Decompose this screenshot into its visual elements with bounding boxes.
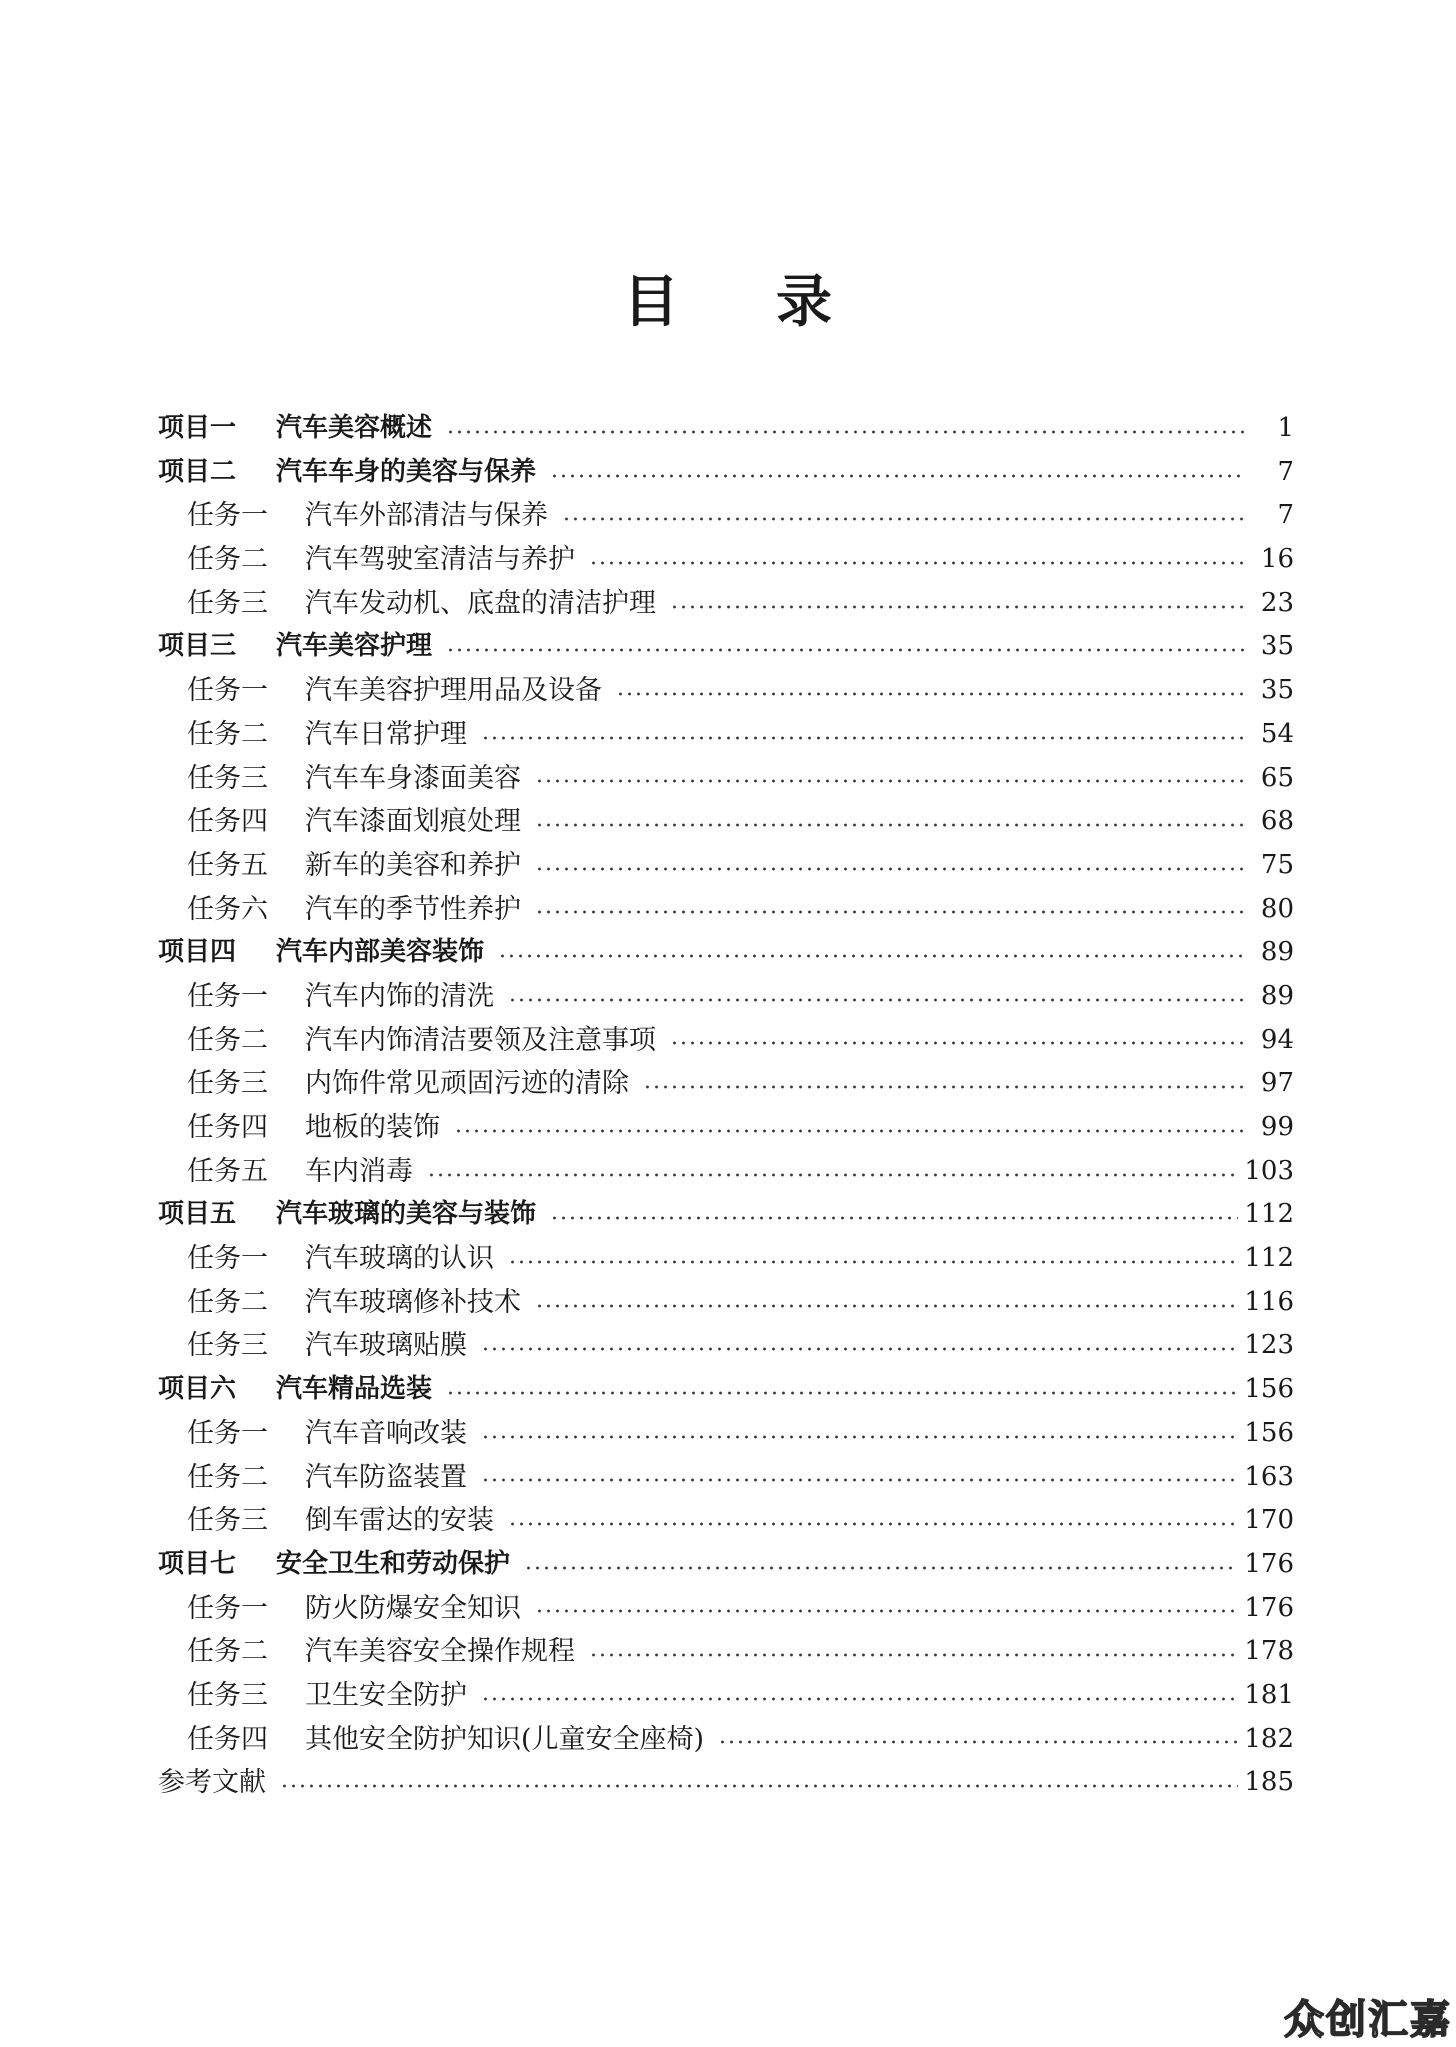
toc-entry-title: 汽车车身漆面美容 bbox=[305, 762, 521, 794]
toc-entry-page-number: 116 bbox=[1244, 1286, 1294, 1317]
toc-entry-page-number: 97 bbox=[1260, 1068, 1294, 1099]
dot-leader bbox=[589, 1653, 1238, 1657]
toc-entry-number: 项目二 bbox=[158, 456, 237, 487]
toc-entry-page-number: 178 bbox=[1244, 1636, 1294, 1667]
toc-task-entry[interactable] bbox=[158, 1237, 1294, 1281]
toc-entry-number: 项目五 bbox=[158, 1199, 237, 1230]
toc-entry-page-number: 170 bbox=[1244, 1505, 1294, 1536]
toc-task-entry[interactable] bbox=[158, 1062, 1294, 1106]
toc-entry-page-number: 1 bbox=[1277, 413, 1294, 443]
dot-leader bbox=[718, 1740, 1238, 1744]
toc-project-entry[interactable] bbox=[158, 625, 1294, 669]
toc-entry-page-number: 89 bbox=[1260, 980, 1294, 1011]
toc-entry-number: 任务四 bbox=[187, 1723, 268, 1755]
toc-task-entry[interactable] bbox=[158, 494, 1294, 538]
toc-task-entry[interactable] bbox=[158, 1019, 1294, 1063]
dot-leader bbox=[508, 998, 1244, 1002]
dot-leader bbox=[670, 1041, 1244, 1045]
toc-entry-number: 任务一 bbox=[187, 980, 268, 1012]
toc-task-entry[interactable] bbox=[158, 1150, 1294, 1194]
toc-entry-number: 任务三 bbox=[187, 1330, 268, 1362]
dot-leader bbox=[562, 517, 1244, 521]
toc-entry-page-number: 112 bbox=[1244, 1199, 1294, 1230]
toc-entry-number: 任务三 bbox=[187, 1505, 268, 1537]
toc-task-entry[interactable] bbox=[158, 1674, 1294, 1718]
toc-entry-title: 汽车美容概述 bbox=[276, 413, 433, 443]
toc-entry-number: 任务五 bbox=[187, 849, 268, 881]
toc-entry-number: 任务二 bbox=[187, 1286, 268, 1318]
toc-entry-title: 汽车日常护理 bbox=[305, 718, 467, 750]
toc-entry-page-number: 16 bbox=[1260, 544, 1294, 575]
toc-entry-title: 安全卫生和劳动保护 bbox=[276, 1548, 511, 1579]
toc-entry-page-number: 185 bbox=[1244, 1767, 1294, 1798]
dot-leader bbox=[481, 1478, 1238, 1482]
toc-entry-title: 倒车雷达的安装 bbox=[305, 1505, 494, 1537]
toc-entry-page-number: 89 bbox=[1260, 937, 1294, 968]
toc-entry-number: 任务二 bbox=[187, 718, 268, 750]
toc-entry-page-number: 80 bbox=[1260, 893, 1294, 924]
toc-entry-number: 任务三 bbox=[187, 1068, 268, 1100]
toc-task-entry[interactable] bbox=[158, 582, 1294, 626]
dot-leader bbox=[280, 1784, 1238, 1788]
toc-project-entry[interactable] bbox=[158, 407, 1294, 451]
toc-entry-title: 汽车车身的美容与保养 bbox=[276, 456, 537, 487]
dot-leader bbox=[481, 1347, 1238, 1351]
toc-entry-page-number: 123 bbox=[1244, 1330, 1294, 1361]
toc-entry-page-number: 35 bbox=[1260, 631, 1294, 662]
toc-entry-number: 项目一 bbox=[158, 413, 237, 443]
toc-entry-page-number: 7 bbox=[1277, 456, 1294, 487]
toc-entry-number: 任务二 bbox=[187, 1636, 268, 1668]
toc-project-entry[interactable] bbox=[158, 1543, 1294, 1587]
toc-entry-number: 项目三 bbox=[158, 631, 237, 662]
toc-task-entry[interactable] bbox=[158, 888, 1294, 932]
dot-leader bbox=[481, 1697, 1238, 1701]
dot-leader bbox=[535, 910, 1244, 914]
toc-entry-number: 项目七 bbox=[158, 1548, 237, 1579]
toc-entry-title: 内饰件常见顽固污迹的清除 bbox=[305, 1068, 629, 1100]
toc-entry-title: 汽车精品选装 bbox=[276, 1374, 433, 1405]
toc-entry-page-number: 156 bbox=[1244, 1417, 1294, 1448]
dot-leader bbox=[508, 1522, 1238, 1526]
dot-leader bbox=[454, 1129, 1244, 1133]
dot-leader bbox=[535, 1304, 1238, 1308]
dot-leader bbox=[508, 1260, 1238, 1264]
toc-entry-number: 项目六 bbox=[158, 1374, 237, 1405]
toc-entry-page-number: 35 bbox=[1260, 675, 1294, 706]
toc-entry-number: 任务一 bbox=[187, 1243, 268, 1275]
toc-entry-page-number: 163 bbox=[1244, 1461, 1294, 1492]
toc-reference-entry[interactable] bbox=[158, 1761, 1294, 1805]
toc-entry-number: 任务二 bbox=[187, 1024, 268, 1056]
toc-entry-number: 任务三 bbox=[187, 1679, 268, 1711]
toc-entry-title: 新车的美容和养护 bbox=[305, 849, 521, 881]
toc-entry-title: 汽车美容护理 bbox=[276, 631, 433, 662]
toc-entry-title: 汽车美容护理用品及设备 bbox=[305, 675, 602, 707]
dot-leader bbox=[616, 692, 1244, 696]
toc-entry-page-number: 68 bbox=[1260, 806, 1294, 837]
toc-task-entry[interactable] bbox=[158, 800, 1294, 844]
toc-entry-page-number: 103 bbox=[1244, 1155, 1294, 1186]
toc-entry-title: 汽车美容安全操作规程 bbox=[305, 1636, 575, 1668]
toc-task-entry[interactable] bbox=[158, 669, 1294, 713]
toc-entry-page-number: 176 bbox=[1244, 1592, 1294, 1623]
toc-task-entry[interactable] bbox=[158, 1281, 1294, 1325]
toc-entry-page-number: 94 bbox=[1260, 1024, 1294, 1055]
toc-entry-number: 任务二 bbox=[187, 544, 268, 576]
toc-task-entry[interactable] bbox=[158, 757, 1294, 801]
toc-task-entry[interactable] bbox=[158, 1456, 1294, 1500]
dot-leader bbox=[446, 430, 1244, 434]
toc-entry-page-number: 182 bbox=[1244, 1723, 1294, 1754]
toc-entry-page-number: 156 bbox=[1244, 1374, 1294, 1405]
toc-entry-title: 参考文献 bbox=[158, 1767, 266, 1799]
toc-entry-title: 车内消毒 bbox=[305, 1155, 413, 1187]
toc-entry-title: 汽车玻璃修补技术 bbox=[305, 1286, 521, 1318]
toc-entry-number: 任务二 bbox=[187, 1461, 268, 1493]
dot-leader bbox=[481, 1435, 1238, 1439]
dot-leader bbox=[670, 605, 1244, 609]
dot-leader bbox=[535, 779, 1244, 783]
toc-task-entry[interactable] bbox=[158, 1324, 1294, 1368]
toc-project-entry[interactable] bbox=[158, 1368, 1294, 1412]
toc-entry-title: 汽车驾驶室清洁与养护 bbox=[305, 544, 575, 576]
toc-task-entry[interactable] bbox=[158, 1587, 1294, 1631]
toc-project-entry[interactable] bbox=[158, 451, 1294, 495]
dot-leader bbox=[498, 954, 1244, 958]
dot-leader bbox=[481, 736, 1244, 740]
toc-entry-title: 汽车防盗装置 bbox=[305, 1461, 467, 1493]
toc-task-entry[interactable] bbox=[158, 1718, 1294, 1762]
toc-entry-number: 任务四 bbox=[187, 806, 268, 838]
dot-leader bbox=[550, 474, 1244, 478]
toc-entry-title: 汽车玻璃贴膜 bbox=[305, 1330, 467, 1362]
toc-entry-number: 任务四 bbox=[187, 1112, 268, 1143]
toc-entry-title: 地板的装饰 bbox=[305, 1112, 440, 1143]
toc-entry-number: 任务三 bbox=[187, 762, 268, 794]
toc-entry-title: 汽车内饰的清洗 bbox=[305, 980, 494, 1012]
toc-entry-title: 汽车外部清洁与保养 bbox=[305, 500, 548, 532]
toc-entry-page-number: 65 bbox=[1260, 762, 1294, 793]
table-of-contents bbox=[158, 407, 1294, 1805]
toc-entry-page-number: 181 bbox=[1244, 1679, 1294, 1710]
page-title-part1: 目 bbox=[623, 270, 680, 335]
toc-entry-title: 汽车的季节性养护 bbox=[305, 893, 521, 925]
dot-leader bbox=[550, 1216, 1238, 1220]
dot-leader bbox=[535, 1609, 1238, 1613]
dot-leader bbox=[535, 867, 1244, 871]
toc-task-entry[interactable] bbox=[158, 1412, 1294, 1456]
toc-task-entry[interactable] bbox=[158, 844, 1294, 888]
toc-entry-page-number: 99 bbox=[1260, 1112, 1294, 1142]
toc-entry-number: 任务一 bbox=[187, 1417, 268, 1449]
toc-project-entry[interactable] bbox=[158, 1193, 1294, 1237]
dot-leader bbox=[524, 1566, 1238, 1570]
toc-task-entry[interactable] bbox=[158, 713, 1294, 757]
toc-entry-page-number: 7 bbox=[1277, 500, 1294, 531]
toc-task-entry[interactable] bbox=[158, 975, 1294, 1019]
toc-entry-page-number: 112 bbox=[1244, 1243, 1294, 1274]
toc-task-entry[interactable] bbox=[158, 538, 1294, 582]
toc-entry-title: 防火防爆安全知识 bbox=[305, 1592, 521, 1624]
toc-entry-number: 项目四 bbox=[158, 937, 237, 968]
dot-leader bbox=[589, 561, 1244, 565]
dot-leader bbox=[643, 1085, 1244, 1089]
toc-entry-title: 汽车发动机、底盘的清洁护理 bbox=[305, 587, 656, 619]
toc-entry-title: 其他安全防护知识(儿童安全座椅) bbox=[305, 1723, 705, 1755]
toc-project-entry[interactable] bbox=[158, 931, 1294, 975]
dot-leader bbox=[535, 823, 1244, 827]
toc-entry-number: 任务三 bbox=[187, 587, 268, 619]
dot-leader bbox=[427, 1173, 1238, 1177]
toc-entry-title: 汽车音响改装 bbox=[305, 1417, 467, 1449]
toc-entry-title: 汽车玻璃的认识 bbox=[305, 1243, 494, 1275]
dot-leader bbox=[446, 648, 1244, 652]
watermark: 众创汇嘉 bbox=[1284, 1997, 1452, 2043]
page-title bbox=[0, 258, 1456, 338]
toc-entry-page-number: 23 bbox=[1260, 587, 1294, 618]
toc-entry-title: 汽车内饰清洁要领及注意事项 bbox=[305, 1024, 656, 1056]
toc-task-entry[interactable] bbox=[158, 1106, 1294, 1150]
toc-entry-title: 汽车漆面划痕处理 bbox=[305, 806, 521, 838]
toc-entry-page-number: 54 bbox=[1260, 718, 1294, 749]
toc-entry-page-number: 75 bbox=[1260, 849, 1294, 880]
toc-entry-title: 汽车内部美容装饰 bbox=[276, 937, 485, 968]
toc-entry-number: 任务一 bbox=[187, 1592, 268, 1624]
toc-entry-number: 任务六 bbox=[187, 893, 268, 925]
toc-entry-page-number: 176 bbox=[1244, 1548, 1294, 1579]
toc-entry-number: 任务五 bbox=[187, 1155, 268, 1187]
toc-entry-title: 汽车玻璃的美容与装饰 bbox=[276, 1199, 537, 1230]
toc-task-entry[interactable] bbox=[158, 1630, 1294, 1674]
toc-entry-number: 任务一 bbox=[187, 675, 268, 707]
page-title-part2: 录 bbox=[776, 270, 833, 335]
toc-entry-number: 任务一 bbox=[187, 500, 268, 532]
toc-task-entry[interactable] bbox=[158, 1499, 1294, 1543]
toc-entry-title: 卫生安全防护 bbox=[305, 1679, 467, 1711]
dot-leader bbox=[446, 1391, 1238, 1395]
